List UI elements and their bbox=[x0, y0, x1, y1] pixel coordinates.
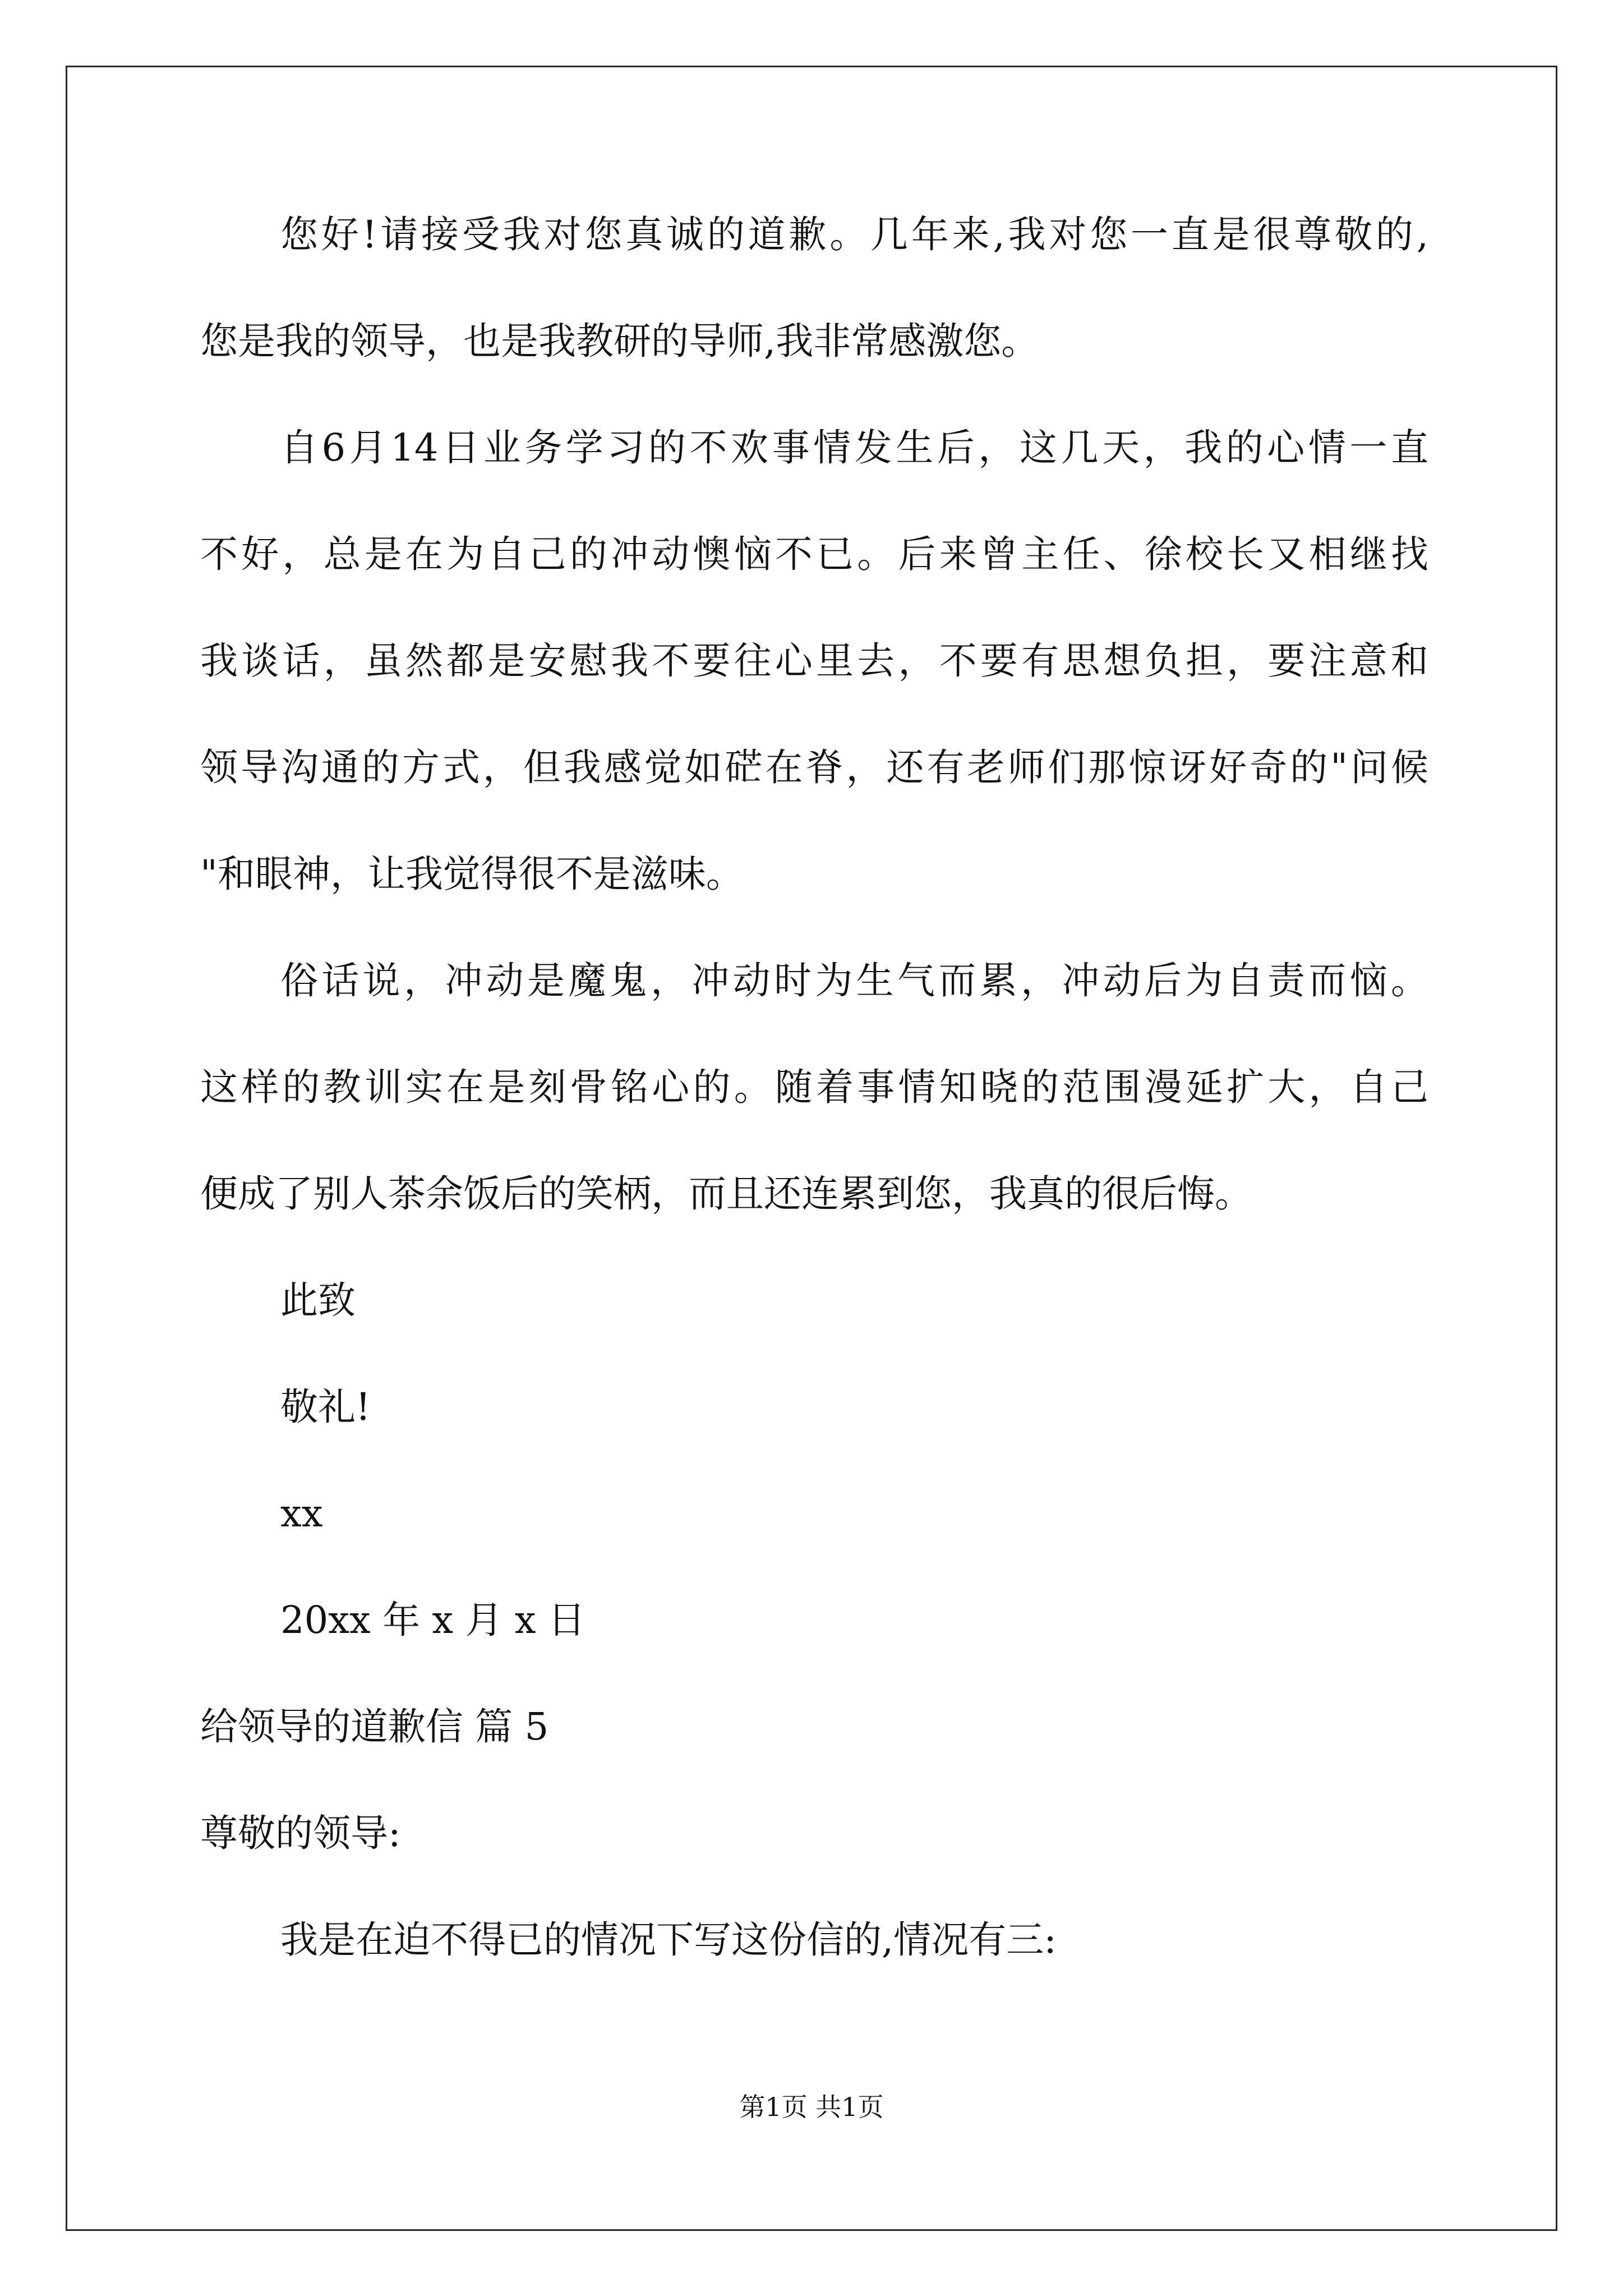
signature-date: 20xx 年 x 月 x 日 bbox=[280, 1598, 585, 1642]
signature-name: xx bbox=[280, 1492, 323, 1535]
paragraph-line-8: 俗话说，冲动是魔鬼，冲动时为生气而累，冲动后为自责而恼。 bbox=[280, 959, 1428, 1002]
paragraph-line-5: 我谈话，虽然都是安慰我不要往心里去，不要有思想负担，要注意和 bbox=[200, 639, 1428, 683]
page-border bbox=[66, 66, 1557, 2231]
section-title: 给领导的道歉信 篇 5 bbox=[200, 1705, 549, 1749]
paragraph-line-6: 领导沟通的方式，但我感觉如硭在脊，还有老师们那惊讶好奇的"问候 bbox=[200, 746, 1428, 789]
page-footer: 第1页 共1页 bbox=[739, 2092, 884, 2122]
paragraph-line-2: 您是我的领导，也是我教研的导师,我非常感激您。 bbox=[200, 319, 1039, 363]
paragraph-line-3: 自6月14日业务学习的不欢事情发生后，这几天，我的心情一直 bbox=[280, 426, 1428, 470]
paragraph-line-10: 便成了别人茶余饭后的笑柄，而且还连累到您，我真的很后悔。 bbox=[200, 1172, 1252, 1216]
closing-regards: 敬礼! bbox=[280, 1385, 371, 1429]
paragraph-line-1: 您好!请接受我对您真诚的道歉。几年来,我对您一直是很尊敬的, bbox=[280, 213, 1428, 256]
paragraph-line-11: 我是在迫不得已的情况下写这份信的,情况有三: bbox=[280, 1918, 1057, 1962]
paragraph-line-9: 这样的教训实在是刻骨铭心的。随着事情知晓的范围漫延扩大，自己 bbox=[200, 1065, 1428, 1109]
letter-greeting: 尊敬的领导: bbox=[200, 1811, 401, 1855]
paragraph-line-7: "和眼神，让我觉得很不是滋味。 bbox=[200, 852, 744, 896]
closing-salutation: 此致 bbox=[280, 1278, 356, 1322]
paragraph-line-4: 不好，总是在为自己的冲动懊恼不已。后来曾主任、徐校长又相继找 bbox=[200, 532, 1428, 576]
